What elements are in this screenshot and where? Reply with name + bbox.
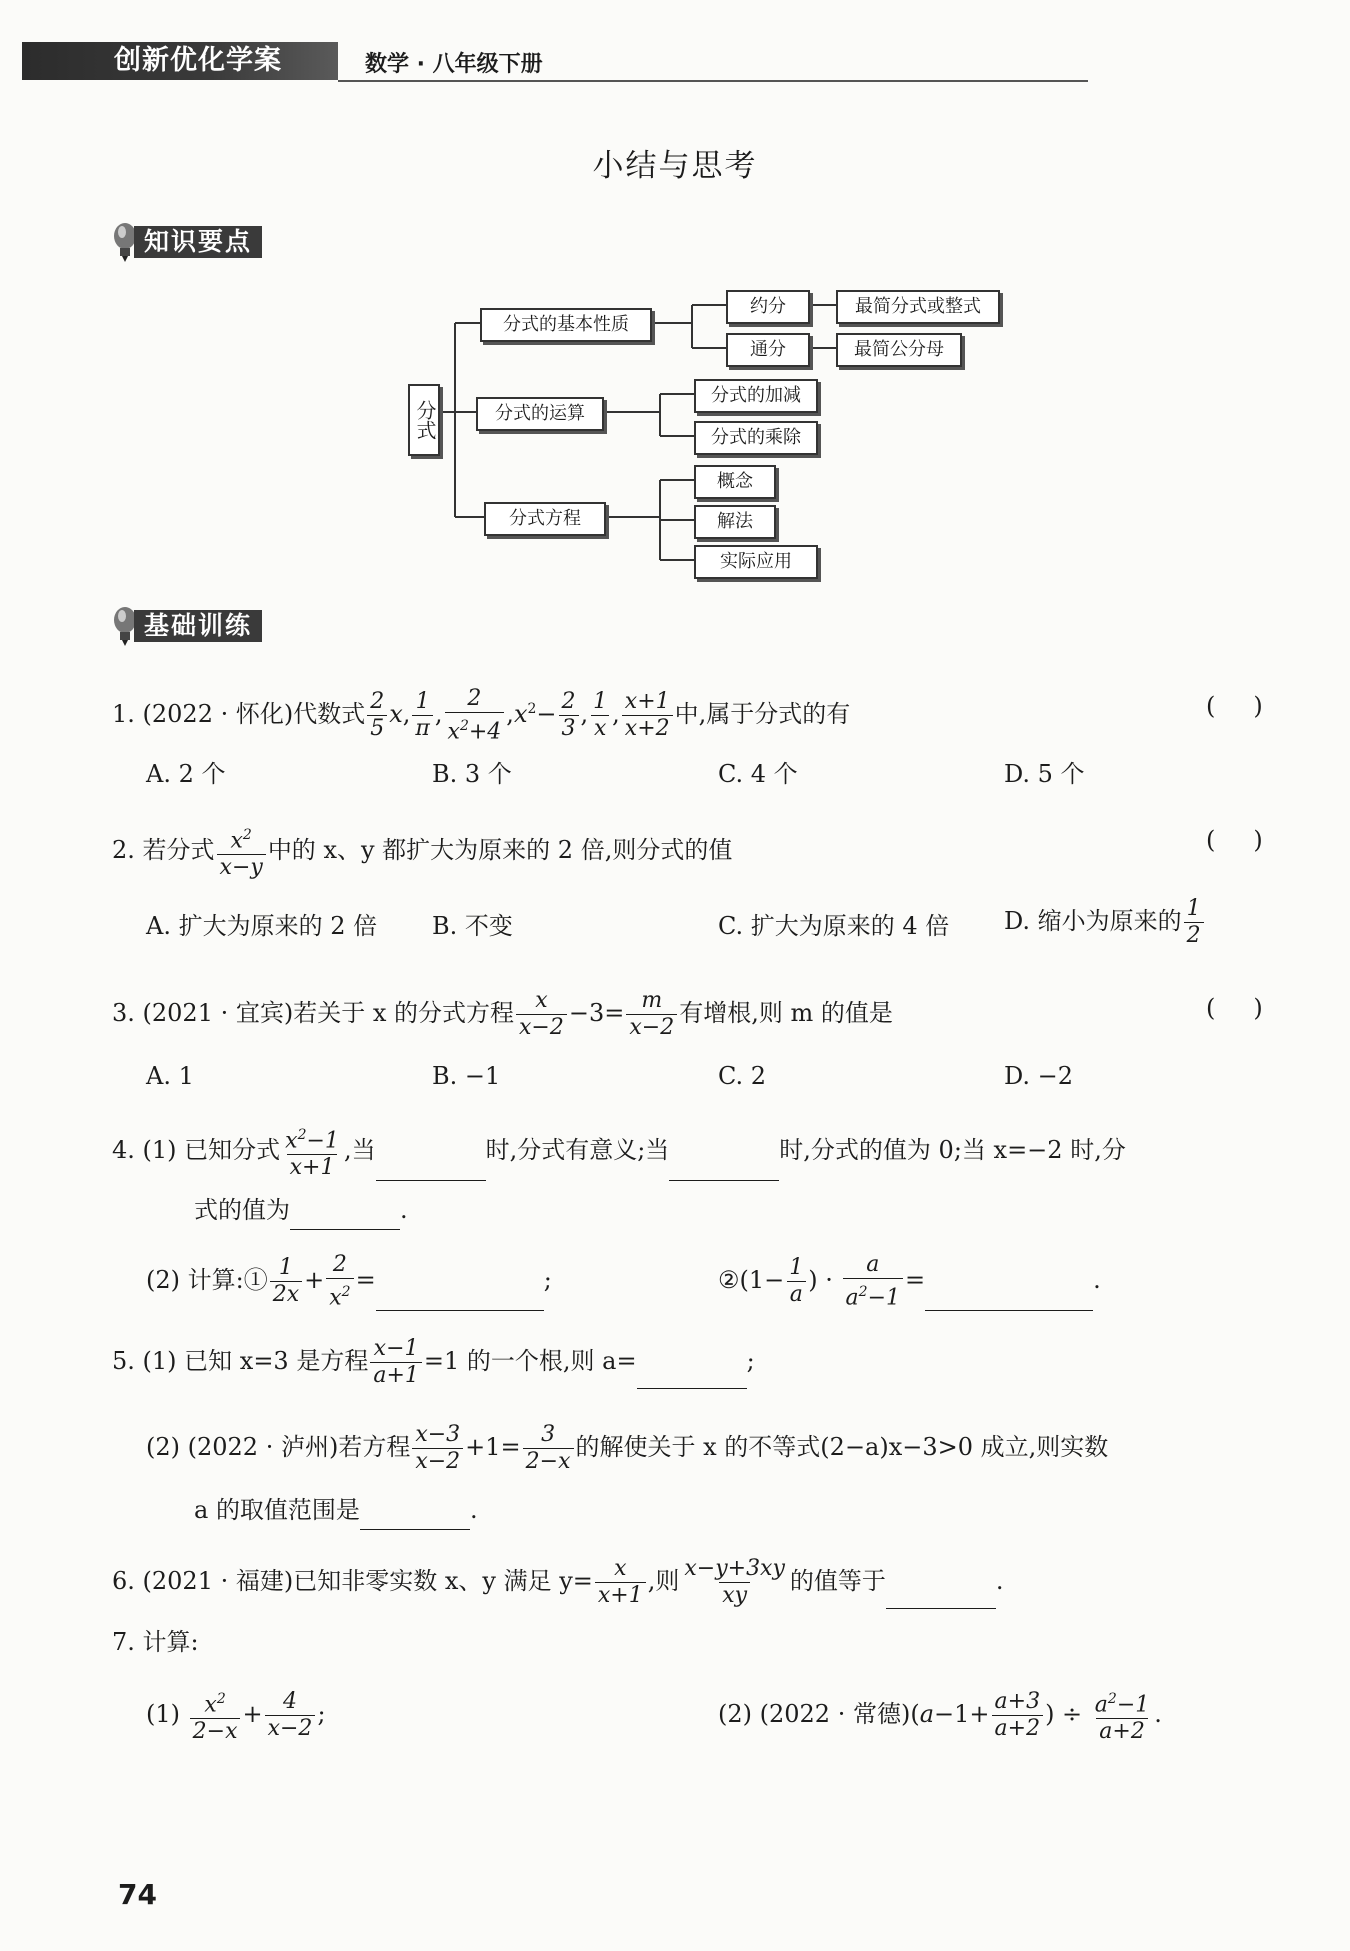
question-6: 6. (2021 · 福建)已知非零实数 x、y 满足 y= $\frac{x}{x+1}$ ,则 $\frac{x-y+3xy}{xy}$ 的值等于 .	[112, 1556, 1004, 1608]
tree-node-common-denominator: 通分	[726, 333, 810, 367]
tree-node-operations: 分式的运算	[476, 397, 604, 431]
q2-suffix: 中的 x、y 都扩大为原来的 2 倍,则分式的值	[267, 836, 733, 865]
question-4-part-1: 4. (1) 已知分式 $\frac{x^2-1}{x+1}$ ,当 时,分式有意义;当 时,分式的值为 0;当 x=−2 时,分	[112, 1127, 1126, 1181]
question-7-title: 7. 计算:	[112, 1628, 199, 1656]
tree-node-basic-property: 分式的基本性质	[480, 308, 652, 342]
q2-option-d: D. 缩小为原来的 $\frac{1}{2}$	[1004, 896, 1206, 949]
q4-blank-3[interactable]	[290, 1201, 400, 1230]
q4-blank-5[interactable]	[925, 1282, 1093, 1311]
tree-node-application: 实际应用	[694, 545, 818, 579]
q1-option-c: C. 4 个	[718, 760, 798, 788]
q5-blank-1[interactable]	[637, 1360, 747, 1389]
q2-option-c: C. 扩大为原来的 4 倍	[718, 912, 950, 940]
question-4-part-2b: ②(1− $\frac{1}{a}$ ) · $\frac{a}{a^2-1}$ = .	[718, 1252, 1101, 1311]
q4-blank-1[interactable]	[376, 1152, 486, 1181]
tree-node-add-sub: 分式的加减	[694, 379, 818, 413]
question-5-part-2: (2) (2022 · 泸州)若方程 $\frac{x-3}{x-2}$ +1= $\frac{3}{2-x}$ 的解使关于 x 的不等式(2−a)x−3>0 成立,则实数	[146, 1422, 1109, 1474]
tree-node-mul-div: 分式的乘除	[694, 421, 818, 455]
q2-answer-parens: ()	[1206, 826, 1301, 854]
tree-node-reduce: 约分	[726, 290, 810, 324]
q1-suffix: 中,属于分式的有	[674, 700, 851, 729]
q4-blank-2[interactable]	[669, 1152, 779, 1181]
question-2: 2. 若分式 $\frac{x^2}{x-y}$ 中的 x、y 都扩大为原来的 2 倍,则分式的值	[112, 827, 733, 881]
tree-node-lcd: 最简公分母	[836, 333, 962, 367]
header-subject: 数学 · 八年级下册	[365, 52, 543, 77]
tree-node-solution: 解法	[694, 505, 776, 539]
page-title: 小结与思考	[592, 148, 758, 184]
q1-option-a: A. 2 个	[146, 760, 226, 788]
question-5-part-2-cont: a 的取值范围是 .	[194, 1490, 478, 1530]
q1-option-b: B. 3 个	[432, 760, 512, 788]
page-number: 74	[118, 1878, 157, 1911]
tree-node-simplest-fraction: 最简分式或整式	[836, 290, 1000, 324]
question-4-part-2: (2) 计算:① $\frac{1}{2x}$ + $\frac{2}{x^2}$ = ;	[146, 1252, 552, 1311]
q2-prefix: 2. 若分式	[112, 836, 215, 865]
q1-option-d: D. 5 个	[1004, 760, 1085, 788]
q3-suffix: 有增根,则 m 的值是	[679, 999, 893, 1027]
section-knowledge-label: 知识要点	[134, 226, 262, 258]
q3-option-d: D. −2	[1004, 1062, 1074, 1090]
q2-option-b: B. 不变	[432, 912, 513, 940]
question-7-part-1: (1) $\frac{x^2}{2-x}$ + $\frac{4}{x-2}$ ;	[146, 1689, 326, 1745]
q3-option-b: B. −1	[432, 1062, 501, 1090]
tree-node-concept: 概念	[694, 465, 776, 499]
q3-option-a: A. 1	[146, 1062, 194, 1090]
question-7-part-2: (2) (2022 · 常德)(a−1+ $\frac{a+3}{a+2}$ ) ÷ $\frac{a^2-1}{a+2}$ .	[718, 1689, 1162, 1745]
tree-root-node: 分式	[408, 384, 440, 456]
brand-title: 创新优化学案	[22, 42, 338, 80]
question-5-part-1: 5. (1) 已知 x=3 是方程 $\frac{x-1}{a+1}$ =1 的一个根,则 a= ;	[112, 1336, 755, 1388]
tree-node-equation: 分式方程	[484, 502, 606, 536]
q5-blank-2[interactable]	[360, 1501, 470, 1530]
q2-option-a: A. 扩大为原来的 2 倍	[146, 912, 378, 940]
question-4-part-1-cont: 式的值为 .	[194, 1190, 408, 1230]
q3-prefix: 3. (2021 · 宜宾)若关于 x 的分式方程	[112, 999, 515, 1027]
tree-connectors	[0, 0, 1350, 600]
section-training-heading	[112, 606, 262, 646]
q3-answer-parens: ()	[1206, 994, 1301, 1022]
q3-option-c: C. 2	[718, 1062, 767, 1090]
question-1: 1. (2022 · 怀化)代数式 $\frac{2}{5}$ x, $\frac{1}{\pi}$ , $\frac{2}{x^2+4}$ $,x^2-$ $\frac{2}{3}$ , $\frac{1}{x}$ , $\frac{x+1}{x+2}$ 中,属于分式的有	[112, 686, 851, 745]
section-training-label: 基础训练	[134, 610, 262, 642]
q1-prefix: 1. (2022 · 怀化)代数式	[112, 700, 366, 729]
q6-blank[interactable]	[886, 1580, 996, 1609]
q1-answer-parens: ()	[1206, 692, 1301, 720]
q4-blank-4[interactable]	[376, 1282, 544, 1311]
question-3: 3. (2021 · 宜宾)若关于 x 的分式方程 $\frac{x}{x-2}$ −3= $\frac{m}{x-2}$ 有增根,则 m 的值是	[112, 988, 893, 1040]
